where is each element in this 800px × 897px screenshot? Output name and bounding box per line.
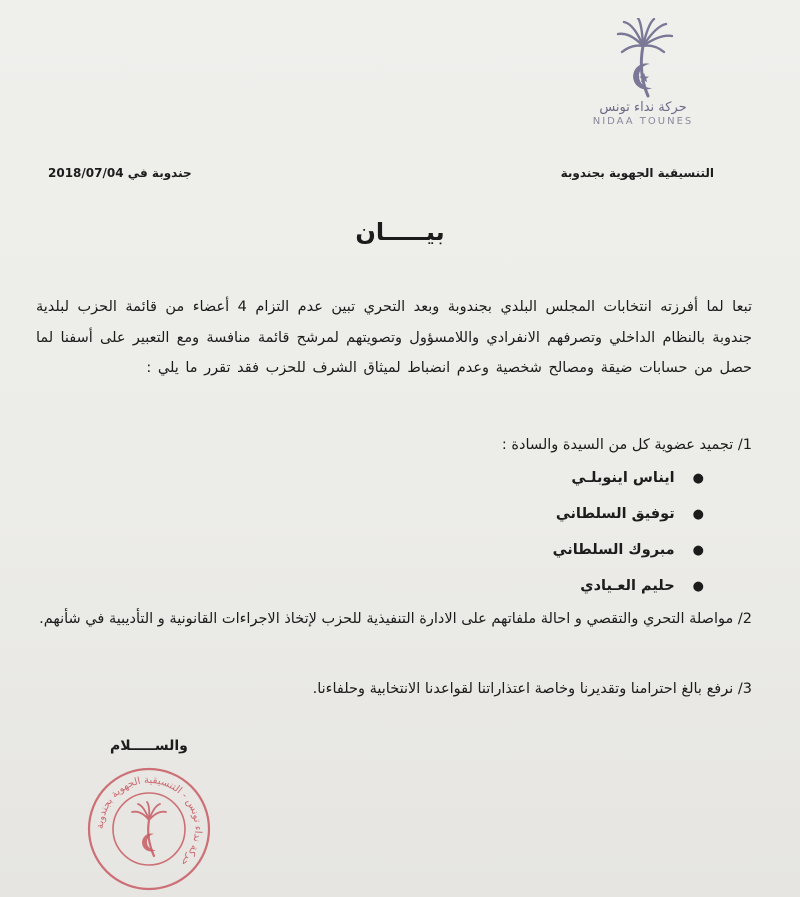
logo-arabic-name: حركة نداء تونس: [599, 100, 687, 115]
decision-item-2: 2/ مواصلة التحري والتقصي و احالة ملفاتهم على الادارة التنفيذية للحزب لإتخاذ الاجراءات القانونية و التأديبية في شأنهم.: [39, 611, 752, 627]
bullet-icon: ●: [692, 579, 704, 594]
closing-salutation: والســـــلام: [110, 738, 188, 754]
list-item: [553, 535, 704, 571]
document-date: 2018/07/04: [48, 166, 124, 180]
bullet-icon: ●: [692, 543, 704, 558]
place-prefix: جندوبة في: [127, 166, 192, 180]
logo-english-name: NIDAA TOUNES: [592, 116, 694, 127]
document-title: بيـــــان: [355, 218, 445, 246]
list-item: [553, 571, 704, 607]
official-stamp-icon: [84, 764, 214, 894]
decision-item-1: 1/ تجميد عضوية كل من السيدة والسادة :: [501, 437, 752, 453]
issuing-office: التنسيقية الجهوية بجندوبة: [560, 166, 714, 180]
bullet-icon: ●: [692, 507, 704, 522]
member-name: حليم العـيادي: [580, 578, 675, 594]
stamp-ring-text: حركة نداء تونس - التنسيقية الجهوية بجندوبة: [94, 774, 204, 869]
member-name: توفيق السلطاني: [555, 506, 675, 522]
place-date: [48, 166, 192, 180]
decision-item-3: 3/ نرفع بالغ احترامنا وتقديرنا وخاصة اعتذاراتنا لقواعدنا الانتخابية وحلفاءنا.: [312, 681, 752, 697]
suspended-members-list: [553, 463, 704, 607]
palm-tree-icon: [608, 18, 678, 98]
list-item: [553, 499, 704, 535]
party-logo: [588, 18, 698, 133]
bullet-icon: ●: [692, 471, 704, 486]
intro-paragraph: تبعا لما أفرزته انتخابات المجلس البلدي بجندوبة وبعد التحري تبين عدم التزام 4 أعضاء من قائمة الحزب لبلدية جندوبة بالنظام الداخلي وتصرفهم الانفرادي واللامسؤول وتصويتهم لمرشح قائمة منافسة ومع التعبير على أسفنا لما حصل من حسابات ضيقة ومصالح شخصية وعدم انضباط لميثاق الشرف للحزب فقد تقرر ما يلي :: [36, 299, 752, 376]
list-item: [553, 463, 704, 499]
member-name: مبروك السلطاني: [552, 542, 675, 558]
member-name: ايناس اينوبلـي: [571, 470, 675, 486]
